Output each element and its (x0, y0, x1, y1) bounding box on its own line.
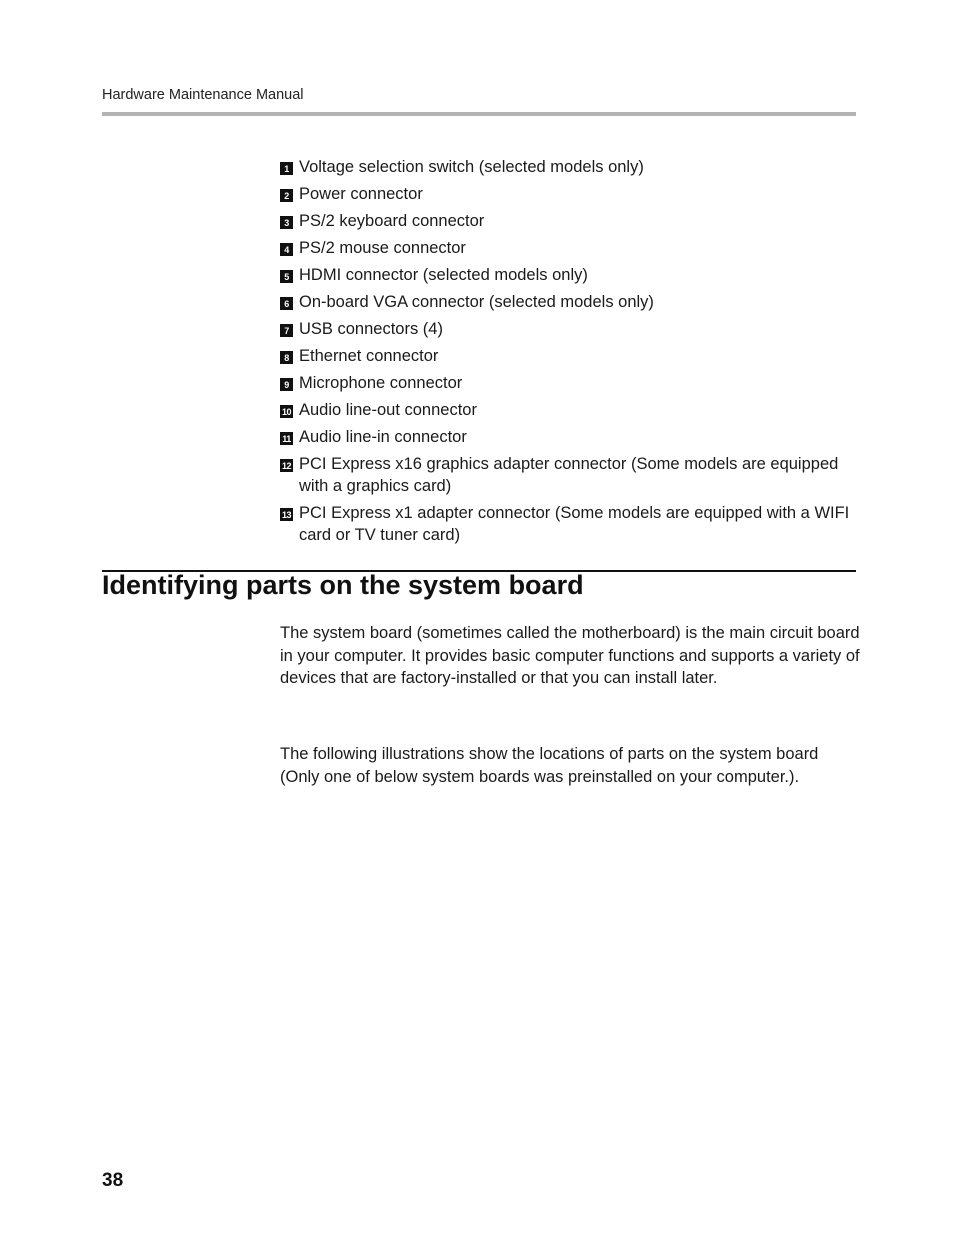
legend-item (280, 210, 850, 232)
header-rule (102, 112, 856, 116)
callout-number-badge: 8 (280, 351, 293, 364)
legend-item-text: USB connectors (4) (299, 320, 443, 338)
legend-item-text: Microphone connector (299, 374, 463, 392)
callout-number-badge: 6 (280, 297, 293, 310)
callout-number-badge: 2 (280, 189, 293, 202)
callout-number-badge: 1 (280, 162, 293, 175)
legend-item-text: PCI Express x16 graphics adapter connector (Some models are equipped with a graphics card) (299, 455, 839, 495)
callout-number-badge: 9 (280, 378, 293, 391)
legend-item (280, 453, 850, 497)
intro-paragraph: The system board (sometimes called the motherboard) is the main circuit board in your computer. It provides basic computer functions and supports a variety of devices that are factory-installed or that you can install later. (280, 624, 860, 687)
legend-item-text: Audio line-in connector (299, 428, 467, 446)
section-title: Identifying parts on the system board (102, 570, 584, 600)
legend-item-text: Audio line-out connector (299, 401, 477, 419)
legend-item (280, 291, 850, 313)
legend-item (280, 156, 850, 178)
legend-item (280, 264, 850, 286)
connector-legend-list (280, 156, 850, 551)
callout-number-badge: 12 (281, 460, 291, 471)
legend-item (280, 399, 850, 421)
legend-item (280, 318, 850, 340)
legend-item (280, 502, 850, 546)
legend-item-text: PS/2 keyboard connector (299, 212, 485, 230)
legend-item (280, 372, 850, 394)
callout-number-badge: 13 (281, 509, 291, 520)
legend-item-text: HDMI connector (selected models only) (299, 266, 588, 284)
illustrations-paragraph: The following illustrations show the locations of parts on the system board (Only one of below system boards was preinstalled on your computer.). (280, 745, 819, 786)
legend-item-text: PS/2 mouse connector (299, 239, 466, 257)
legend-item-text: Power connector (299, 185, 423, 203)
callout-number-badge: 10 (281, 406, 291, 417)
legend-item (280, 426, 850, 448)
callout-number-badge: 5 (280, 270, 293, 283)
callout-number-badge: 3 (280, 216, 293, 229)
legend-item-text: Ethernet connector (299, 347, 439, 365)
legend-item (280, 345, 850, 367)
callout-number-badge: 11 (280, 432, 293, 445)
callout-number-badge: 7 (280, 324, 293, 337)
legend-item-text: PCI Express x1 adapter connector (Some models are equipped with a WIFI card or TV tuner card) (299, 504, 850, 544)
legend-item-text: Voltage selection switch (selected models only) (299, 158, 644, 176)
legend-item (280, 237, 850, 259)
legend-item (280, 183, 850, 205)
page-number: 38 (102, 1170, 124, 1191)
legend-item-text: On-board VGA connector (selected models only) (299, 293, 654, 311)
running-header: Hardware Maintenance Manual (102, 87, 304, 103)
callout-number-badge: 4 (280, 243, 293, 256)
